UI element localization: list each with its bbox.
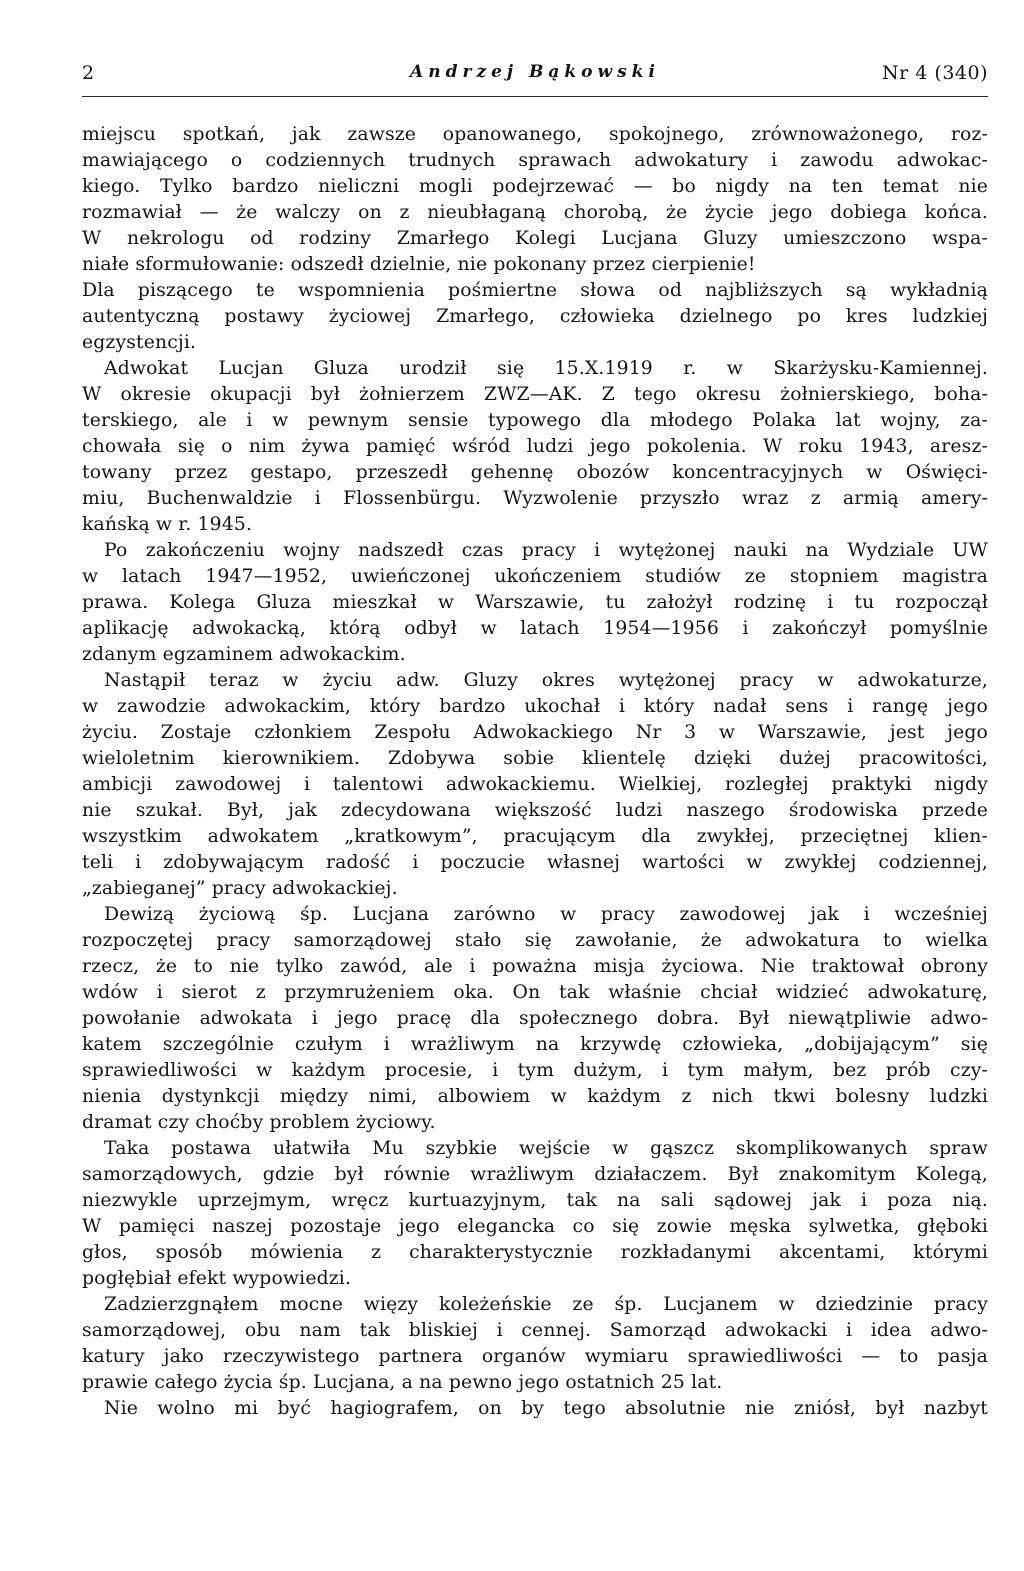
text-line: miejscu spotkań, jak zawsze opanowanego, spokojnego, zrównoważonego, roz- [82, 124, 988, 145]
running-title: Andrzej Bąkowski [410, 62, 660, 82]
text-line: miu, Buchenwaldzie i Flossenbürgu. Wyzwolenie przyszło wraz z armią amery- [82, 488, 988, 509]
text-line: wdów i sierot z przymrużeniem oka. On tak właśnie chciał widzieć adwokaturę, [82, 982, 988, 1003]
text-line: prawie całego życia śp. Lucjana, a na pewno jego ostatnich 25 lat. [82, 1372, 723, 1393]
text-line: samorządowych, gdzie był równie wrażliwym działaczem. Był znakomitym Kolegą, [82, 1164, 988, 1185]
text-line: Po zakończeniu wojny nadszedł czas pracy i wytężonej nauki na Wydziale UW [104, 540, 988, 561]
text-line: sprawiedliwości w każdym procesie, i tym dużym, i tym małym, bez prób czy- [82, 1060, 988, 1081]
text-line: w latach 1947—1952, uwieńczonej ukończeniem studiów ze stopniem magistra [82, 566, 988, 587]
text-line: rzecz, że to nie tylko zawód, ale i poważna misja życiowa. Nie traktował obrony [82, 956, 988, 977]
text-line: egzystencji. [82, 332, 197, 353]
text-line: chowała się o nim żywa pamięć wśród ludzi jego pokolenia. W roku 1943, aresz- [82, 436, 988, 457]
body-text [82, 122, 988, 1422]
text-line: życiu. Zostaje członkiem Zespołu Adwokackiego Nr 3 w Warszawie, jest jego [82, 722, 988, 743]
text-line: niezwykle uprzejmym, wręcz kurtuazyjnym, tak na sali sądowej jak i poza nią. [82, 1190, 988, 1211]
text-line: ambicji zawodowej i talentowi adwokackiemu. Wielkiej, rozległej praktyki nigdy [82, 774, 988, 795]
text-line: autentyczną postawy życiowej Zmarłego, człowieka dzielnego po kres ludzkiej [82, 306, 988, 327]
text-line: Nie wolno mi być hagiografem, on by tego absolutnie nie zniósł, był nazbyt [104, 1398, 988, 1419]
text-line: dramat czy choćby problem życiowy. [82, 1112, 436, 1133]
header-rule [82, 96, 988, 97]
text-line: rozpoczętej pracy samorządowej stało się zawołanie, że adwokatura to wielka [82, 930, 988, 951]
text-line: „zabieganej” pracy adwokackiej. [82, 878, 398, 899]
text-line: rozmawiał — że walczy on z nieubłaganą chorobą, że życie jego dobiega końca. [82, 202, 988, 223]
text-line: zdanym egzaminem adwokackim. [82, 644, 406, 665]
text-line: Taka postawa ułatwiła Mu szybkie wejście w gąszcz skomplikowanych spraw [104, 1138, 988, 1159]
text-line: W pamięci naszej pozostaje jego elegancka co się zowie męska sylwetka, głęboki [82, 1216, 988, 1237]
text-line: w zawodzie adwokackim, który bardzo ukochał i który nadał sens i rangę jego [82, 696, 988, 717]
text-line: Adwokat Lucjan Gluza urodził się 15.X.1919 r. w Skarżysku-Kamiennej. [104, 358, 988, 379]
text-line: katury jako rzeczywistego partnera organów wymiaru sprawiedliwości — to pasja [82, 1346, 988, 1367]
issue-number: Nr 4 (340) [882, 62, 988, 84]
text-line: teli i zdobywającym radość i poczucie własnej wartości w zwykłej codziennej, [82, 852, 988, 873]
text-line: samorządowej, obu nam tak bliskiej i cennej. Samorząd adwokacki i idea adwo- [82, 1320, 988, 1341]
text-line: W nekrologu od rodziny Zmarłego Kolegi Lucjana Gluzy umieszczono wspa- [82, 228, 988, 249]
text-line: mawiającego o codziennych trudnych sprawach adwokatury i zawodu adwokac- [82, 150, 988, 171]
text-line: Nastąpił teraz w życiu adw. Gluzy okres wytężonej pracy w adwokaturze, [104, 670, 988, 691]
text-line: Zadzierzgnąłem mocne więzy koleżeńskie ze śp. Lucjanem w dziedzinie pracy [104, 1294, 988, 1315]
text-line: głos, sposób mówienia z charakterystycznie rozkładanymi akcentami, którymi [82, 1242, 988, 1263]
text-line: wieloletnim kierownikiem. Zdobywa sobie klientelę dzięki dużej pracowitości, [82, 748, 988, 769]
text-line: Dewizą życiową śp. Lucjana zarówno w pracy zawodowej jak i wcześniej [104, 904, 988, 925]
text-line: Dla piszącego te wspomnienia pośmiertne słowa od najbliższych są wykładnią [82, 280, 988, 301]
text-line: wszystkim adwokatem „kratkowym”, pracującym dla zwykłej, przeciętnej klien- [82, 826, 988, 847]
page-header [82, 58, 988, 92]
text-line: W okresie okupacji był żołnierzem ZWZ—AK. Z tego okresu żołnierskiego, boha- [82, 384, 988, 405]
text-line: powołanie adwokata i jego pracę dla społecznego dobra. Był niewątpliwie adwo- [82, 1008, 988, 1029]
page-number: 2 [82, 62, 95, 84]
text-line: towany przez gestapo, przeszedł gehennę obozów koncentracyjnych w Oświęci- [82, 462, 988, 483]
text-line: nie szukał. Był, jak zdecydowana większość ludzi naszego środowiska przede [82, 800, 988, 821]
text-line: katem szczególnie czułym i wrażliwym na krzywdę człowieka, „dobijającym” się [82, 1034, 988, 1055]
text-line: kiego. Tylko bardzo nieliczni mogli podejrzewać — bo nigdy na ten temat nie [82, 176, 988, 197]
text-line: niałe sformułowanie: odszedł dzielnie, nie pokonany przez cierpienie! [82, 254, 756, 275]
text-line: kańską w r. 1945. [82, 514, 253, 535]
text-line: prawa. Kolega Gluza mieszkał w Warszawie, tu założył rodzinę i tu rozpoczął [82, 592, 988, 613]
text-line: terskiego, ale i w pewnym sensie typowego dla młodego Polaka lat wojny, za- [82, 410, 988, 431]
text-line: pogłębiał efekt wypowiedzi. [82, 1268, 352, 1289]
text-line: nienia dystynkcji między nimi, albowiem w każdym z nich tkwi bolesny ludzki [82, 1086, 988, 1107]
text-line: aplikację adwokacką, którą odbył w latach 1954—1956 i zakończył pomyślnie [82, 618, 988, 639]
